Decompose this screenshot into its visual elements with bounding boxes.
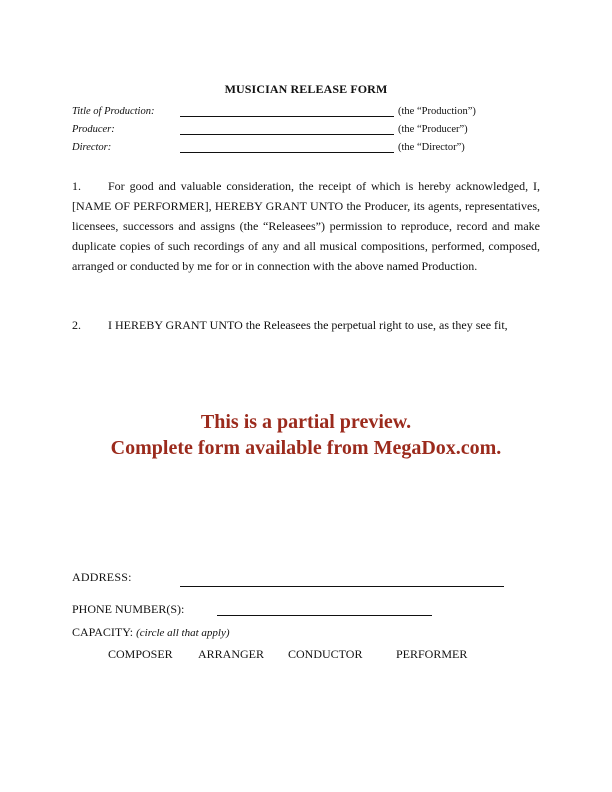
clause-2 (72, 315, 540, 335)
address-label: ADDRESS: (72, 573, 132, 584)
clause-text: I HEREBY GRANT UNTO the Releasees the perpetual right to use, as they see fit, (108, 318, 508, 332)
capacity-option-arranger: ARRANGER (198, 647, 265, 661)
blank-line (180, 134, 394, 135)
field-label: Title of Production: (72, 106, 155, 117)
clause-1 (72, 176, 540, 276)
phone-field (72, 602, 512, 618)
preview-line-1: This is a partial preview. (200, 411, 412, 433)
clause-number: 1. (72, 179, 81, 193)
capacity-heading (72, 625, 230, 640)
field-suffix: (the “Producer”) (398, 124, 468, 135)
capacity-options (108, 647, 508, 663)
clause-number: 2. (72, 318, 81, 332)
blank-line (217, 615, 432, 616)
phone-label: PHONE NUMBER(S): (72, 602, 185, 616)
capacity-option-conductor: CONDUCTOR (288, 647, 363, 661)
preview-line-2: Complete form available from MegaDox.com. (110, 437, 502, 459)
capacity-option-performer: PERFORMER (396, 647, 468, 661)
capacity-option-composer: COMPOSER (108, 647, 173, 661)
field-suffix: (the “Production”) (398, 106, 476, 117)
field-label: Producer: (72, 124, 115, 135)
field-label: Director: (72, 142, 112, 153)
preview-notice (0, 409, 612, 461)
address-field (72, 573, 512, 587)
production-title-field (72, 106, 542, 120)
blank-line (180, 152, 394, 153)
capacity-label: CAPACITY: (72, 625, 134, 639)
field-suffix: (the “Director”) (398, 142, 465, 153)
director-field (72, 142, 542, 156)
capacity-hint: (circle all that apply) (136, 627, 230, 639)
blank-line (180, 586, 504, 587)
blank-line (180, 116, 394, 117)
producer-field (72, 124, 542, 138)
clause-text: For good and valuable consideration, the receipt of which is hereby acknowledged, I, [NAME OF PERFORMER], HEREBY GRANT UNTO the Producer, its agents, representatives, licensees, successors and assigns (the “Releasees”) permission to reproduce, record and make duplicate copies of such recordings of any and all musical compositions, performed, composed, arranged or conducted by me for or in connection with the above named Production. (72, 179, 540, 273)
document-title: MUSICIAN RELEASE FORM (224, 82, 388, 96)
